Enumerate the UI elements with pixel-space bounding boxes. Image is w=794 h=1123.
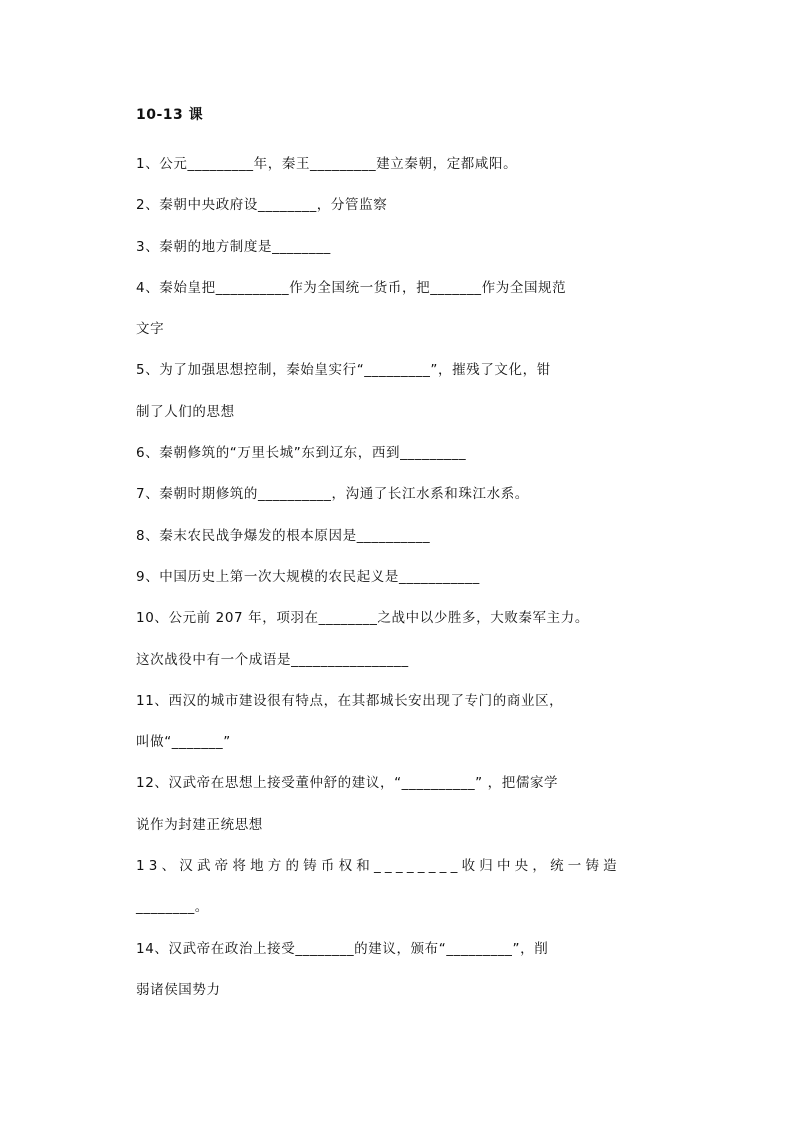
- question-13-continued: ________。: [136, 899, 209, 916]
- question-6: 6、秦朝修筑的“万里长城”东到辽东，西到_________: [136, 445, 467, 462]
- question-11: 11、西汉的城市建设很有特点，在其都城长安出现了专门的商业区，: [136, 692, 564, 709]
- question-2: 2、秦朝中央政府设________，分管监察: [136, 197, 388, 214]
- question-7: 7、秦朝时期修筑的__________，沟通了长江水系和珠江水系。: [136, 486, 529, 503]
- question-14-continued: 弱诸侯国势力: [136, 981, 221, 998]
- question-5-continued: 制了人们的思想: [136, 403, 235, 420]
- question-5: 5、为了加强思想控制，秦始皇实行“_________”，摧残了文化，钳: [136, 362, 551, 379]
- question-4: 4、秦始皇把__________作为全国统一货币，把_______作为全国规范: [136, 279, 567, 296]
- question-4-continued: 文字: [136, 321, 165, 338]
- document-page: [136, 104, 676, 1011]
- lesson-heading: 10-13 课: [136, 107, 204, 123]
- question-9: 9、中国历史上第一次大规模的农民起义是___________: [136, 568, 480, 585]
- question-12-continued: 说作为封建正统思想: [136, 816, 263, 833]
- question-8: 8、秦末农民战争爆发的根本原因是__________: [136, 527, 431, 544]
- question-10: 10、公元前 207 年，项羽在________之战中以少胜多，大败秦军主力。: [136, 610, 589, 627]
- question-10-continued: 这次战役中有一个成语是________________: [136, 651, 409, 668]
- question-13: 13、汉武帝将地方的铸币权和________收归中央，统一铸造: [136, 858, 621, 875]
- question-1: 1、公元_________年，秦王_________建立秦朝，定都咸阳。: [136, 156, 518, 172]
- question-12: 12、汉武帝在思想上接受董仲舒的建议，“__________” ，把儒家学: [136, 775, 559, 792]
- question-3: 3、秦朝的地方制度是________: [136, 238, 331, 255]
- question-11-continued: 叫做“_______”: [136, 734, 231, 751]
- question-14: 14、汉武帝在政治上接受________的建议，颁布“_________”，削: [136, 940, 549, 957]
